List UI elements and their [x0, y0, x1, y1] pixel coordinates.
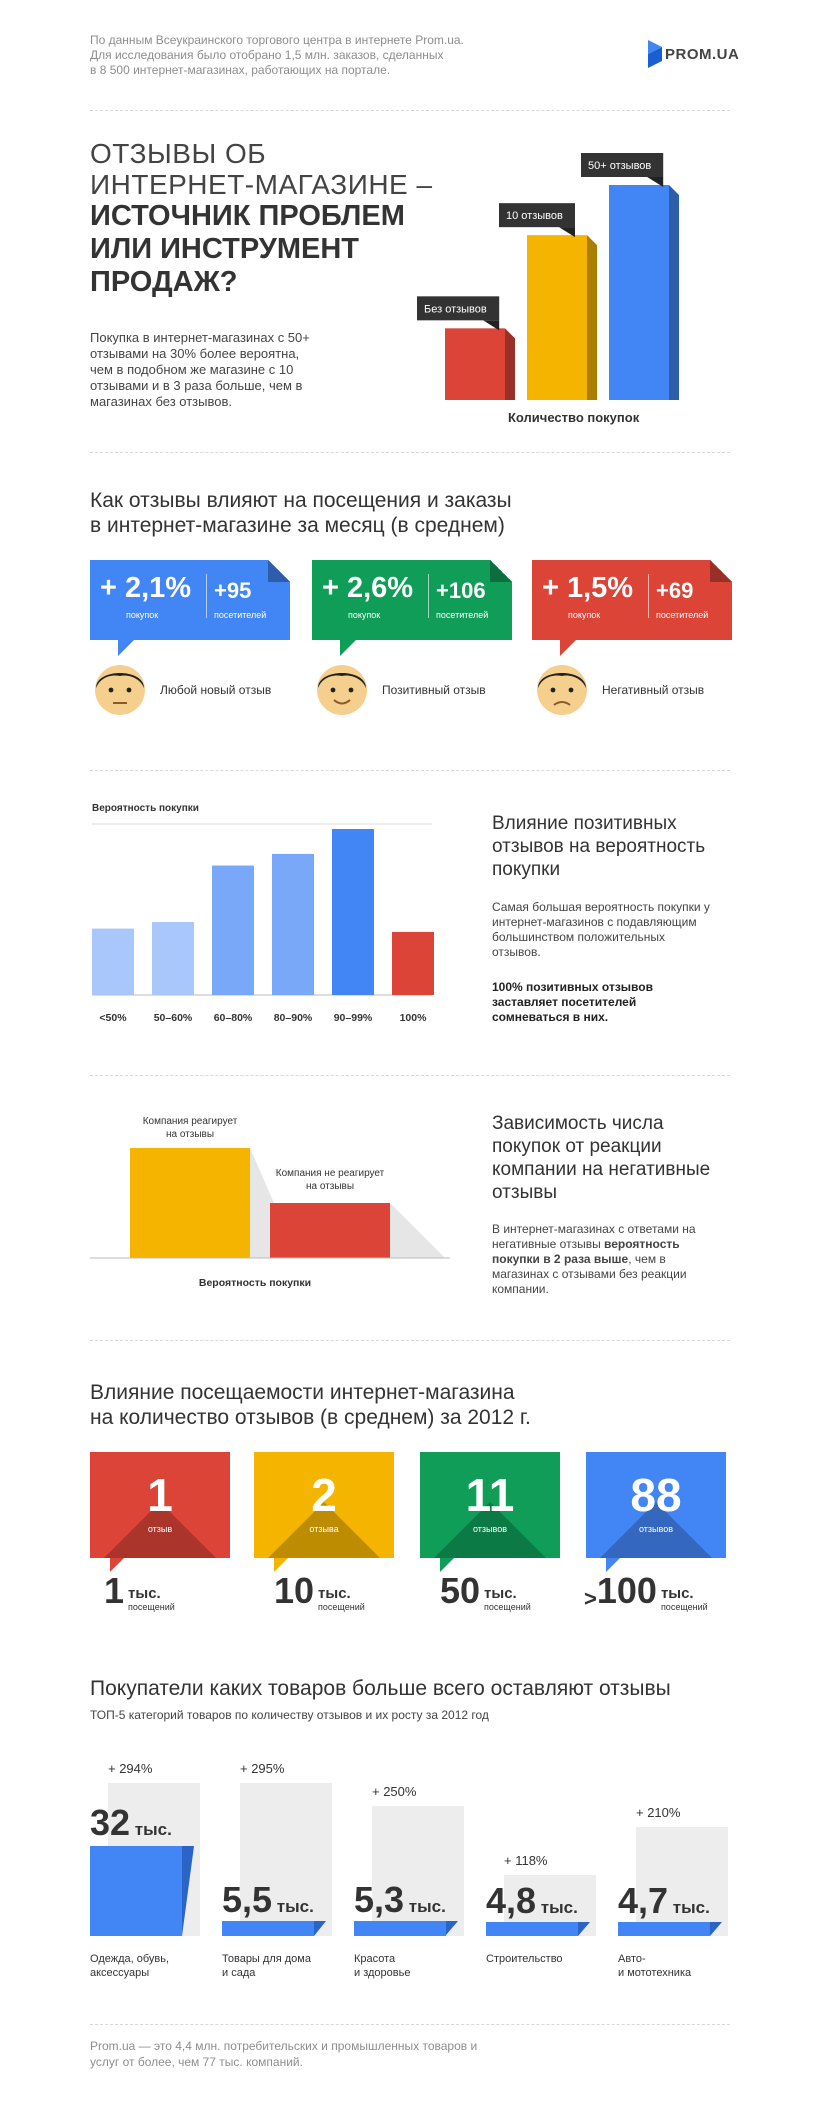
categories-subtitle: ТОП-5 категорий товаров по количеству отзывов и их росту за 2012 год	[90, 1708, 489, 1722]
positive-desc-line: большинством положительных	[492, 930, 665, 944]
hero-title-bold: ИЛИ ИНСТРУМЕНТ	[90, 233, 359, 265]
category-value	[354, 1879, 446, 1921]
probability-tick-label: <50%	[99, 1012, 127, 1024]
hero-desc-line: чем в подобном же магазине с 10	[90, 362, 294, 377]
header-note-line: По данным Всеукраинского торгового центра в интернете Prom.ua.	[90, 33, 464, 47]
visits-count-number: 1	[104, 1570, 125, 1611]
category-label-line: Одежда, обувь,	[90, 1953, 170, 1965]
logo-text: PROM.UA	[665, 46, 740, 63]
category-growth-label: + 210%	[636, 1804, 681, 1820]
visits-card	[254, 1452, 394, 1558]
positive-desc-line: отзывов.	[492, 945, 541, 959]
probability-bar	[92, 929, 134, 995]
hero-bar-side	[669, 185, 679, 400]
hero-desc-line: отзывами и в 3 раза больше, чем в	[90, 378, 303, 393]
negative-title-line: компании на негативные	[492, 1159, 711, 1180]
category-value-number: 5,5	[222, 1878, 273, 1920]
hero-bar-flag	[581, 153, 663, 187]
negative-title-line: Зависимость числа	[492, 1113, 664, 1134]
category-value-bar-side	[446, 1921, 458, 1935]
hero-bar-label: 10 отзывов	[506, 210, 563, 223]
visits-card	[420, 1452, 560, 1558]
hero-bar-label: Без отзывов	[424, 303, 487, 316]
visits-card	[90, 1452, 230, 1558]
card-tail	[118, 640, 134, 656]
impact-title-line: Как отзывы влияют на посещения и заказы	[90, 489, 512, 512]
category-growth-label: + 295%	[240, 1760, 285, 1776]
category-value-bar-side	[578, 1922, 590, 1936]
probability-tick-label: 50–60%	[153, 1012, 193, 1024]
card-fold-shade	[490, 560, 512, 582]
reaction-bar-shadow	[390, 1203, 445, 1258]
face-label: Любой новый отзыв	[160, 683, 272, 697]
impact-card-visits-label: посетителей	[436, 610, 489, 620]
visits-card-unit: отзыв	[147, 1524, 173, 1534]
category-label-line: аксессуары	[90, 1967, 150, 1979]
impact-card-percent-label: покупок	[348, 610, 381, 620]
impact-card-percent: + 1,5%	[542, 572, 634, 604]
category-value	[486, 1880, 578, 1922]
category-value-bar-side	[710, 1922, 722, 1936]
face-label: Позитивный отзыв	[382, 683, 486, 697]
category-label-line: Красота	[354, 1953, 396, 1965]
negative-desc-line: магазинах с отзывами без реакции	[492, 1267, 687, 1281]
category-value-bar	[222, 1921, 314, 1936]
category-value-bar-side	[182, 1846, 194, 1936]
negative-desc-line: компании.	[492, 1282, 549, 1296]
category-value-number: 32	[90, 1802, 131, 1843]
visits-count-label: посещений	[318, 1602, 365, 1612]
reaction-bar	[130, 1148, 250, 1258]
hero-bar-flag	[499, 203, 575, 237]
hero-bar-side	[587, 235, 597, 400]
hero-desc-line: магазинах без отзывов.	[90, 394, 232, 409]
category-label	[90, 1952, 169, 1980]
negative-desc-bold: вероятность	[604, 1237, 680, 1251]
hero-bar-side	[505, 328, 515, 400]
visits-count-unit: тыс. посещений	[484, 1585, 531, 1612]
footer	[90, 2038, 477, 2070]
probability-bar	[212, 866, 254, 995]
category-value-unit: тыс.	[130, 1820, 172, 1839]
visits-count	[440, 1570, 531, 1612]
category-growth-label: + 118%	[504, 1852, 548, 1868]
header-note-line: в 8 500 интернет-магазинах, работающих на портале.	[90, 63, 391, 77]
face-icon	[92, 660, 148, 716]
category-value-unit: тыс.	[536, 1898, 578, 1917]
reaction-bar-label: Компания не реагирует	[275, 1168, 385, 1179]
visits-count-number: 10	[274, 1570, 315, 1611]
impact-card-visits: +106	[436, 578, 486, 603]
visits-count	[274, 1570, 365, 1612]
visits-count-label: посещений	[484, 1602, 531, 1612]
category-label-line: Товары для дома	[222, 1953, 311, 1965]
impact-card-separator	[648, 574, 649, 618]
category-value-bar	[90, 1846, 182, 1936]
negative-title-line: покупок от реакции	[492, 1136, 662, 1157]
visits-card-number: 1	[147, 1469, 173, 1521]
footer-line: услуг от более, чем 77 тыс. компаний.	[90, 2055, 303, 2069]
divider	[90, 1340, 730, 1341]
category-growth-label: + 294%	[108, 1761, 153, 1777]
impact-card	[90, 560, 290, 640]
hero-title-bold: ПРОДАЖ?	[90, 266, 238, 298]
divider	[90, 452, 730, 453]
impact-card-separator	[428, 574, 429, 618]
reaction-bar-label: на отзывы	[165, 1129, 215, 1140]
reaction-chart-xlabel: Вероятность покупки	[198, 1277, 312, 1289]
probability-bar	[272, 854, 314, 995]
hero-desc-line: отзывами на 30% более вероятна,	[90, 346, 300, 361]
visits-count-label: посещений	[660, 1602, 708, 1612]
hero-title-bold: ИСТОЧНИК ПРОБЛЕМ	[90, 200, 405, 232]
positive-bold-line: 100% позитивных отзывов	[492, 980, 653, 994]
probability-tick-label: 80–90%	[273, 1012, 313, 1024]
visits-card-number: 11	[465, 1469, 515, 1521]
negative-desc-bold: покупки в 2 раза выше	[492, 1252, 629, 1266]
impact-card-separator	[206, 574, 207, 618]
hero-title	[90, 138, 433, 299]
footer-line: Prom.ua — это 4,4 млн. потребительских и промышленных товаров и	[90, 2039, 478, 2053]
impact-title	[90, 488, 512, 538]
probability-bar	[392, 932, 434, 995]
reaction-bar	[270, 1203, 390, 1258]
negative-title	[492, 1112, 710, 1204]
card-tail	[340, 640, 356, 656]
divider	[90, 1075, 730, 1076]
impact-card-percent: + 2,6%	[322, 572, 414, 604]
hero-bar-label: 50+ отзывов	[588, 160, 652, 172]
visits-card-unit: отзывов	[473, 1524, 507, 1534]
impact-card-percent-label: покупок	[126, 610, 159, 620]
visits-count-label: посещений	[128, 1602, 175, 1612]
positive-bold-line: сомневаться в них.	[492, 1010, 609, 1024]
visits-count-unit: тыс. посещений	[660, 1585, 708, 1612]
card-fold-shade	[268, 560, 290, 582]
impact-card	[532, 560, 732, 640]
visits-card	[586, 1452, 726, 1558]
negative-desc-text: , чем в	[628, 1252, 666, 1266]
negative-desc-line	[492, 1237, 696, 1252]
visits-count	[104, 1570, 175, 1612]
visits-count-number: 100	[596, 1570, 657, 1611]
probability-chart-title: Вероятность покупки	[92, 803, 199, 814]
visits-card-unit: отзыва	[309, 1524, 339, 1534]
hero-bar-chart	[400, 130, 730, 430]
hero-title-light: ОТЗЫВЫ ОБ	[90, 138, 267, 169]
negative-title-line: отзывы	[492, 1182, 557, 1203]
positive-description	[492, 900, 710, 960]
visits-count-unit: тыс. посещений	[318, 1585, 365, 1612]
category-value-number: 4,7	[618, 1880, 669, 1921]
visits-count-unit: тыс. посещений	[128, 1585, 175, 1612]
positive-title-line: отзывов на вероятность	[492, 836, 706, 857]
face-icon	[534, 660, 590, 716]
hero-desc-line: Покупка в интернет-магазинах с 50+	[90, 330, 310, 345]
category-value-bar	[618, 1922, 710, 1936]
category-value-number: 5,3	[354, 1879, 405, 1921]
negative-desc-line	[492, 1252, 696, 1267]
face-label: Негативный отзыв	[602, 683, 705, 697]
divider	[90, 110, 730, 111]
negative-desc-text: негативные отзывы	[492, 1237, 605, 1251]
visits-count	[584, 1570, 708, 1612]
positive-title	[492, 812, 705, 881]
negative-desc-line: В интернет-магазинах с ответами на	[492, 1222, 696, 1236]
category-label-line: и здоровье	[354, 1967, 411, 1979]
category-value-bar-side	[314, 1921, 326, 1936]
impact-card-percent-label: покупок	[568, 610, 601, 620]
hero-title-light: ИНТЕРНЕТ-МАГАЗИНЕ –	[90, 169, 433, 200]
visits-card-number: 2	[311, 1469, 337, 1521]
category-label-line: и сада	[222, 1967, 256, 1979]
impact-card-visits-label: посетителей	[656, 610, 709, 620]
impact-title-line: в интернет-магазине за месяц (в среднем)	[90, 514, 505, 537]
visits-title-line: Влияние посещаемости интернет-магазина	[90, 1381, 515, 1404]
hero-bar	[609, 185, 669, 400]
hero-chart-caption: Количество покупок	[508, 410, 640, 425]
positive-title-line: Влияние позитивных	[492, 813, 677, 834]
category-label-line: и мототехника	[618, 1967, 692, 1979]
probability-bar	[152, 922, 194, 995]
negative-description	[492, 1222, 696, 1297]
card-fold-shade	[710, 560, 732, 582]
header-note	[90, 33, 464, 78]
card-tail	[560, 640, 576, 656]
category-label	[486, 1952, 563, 1966]
visits-count-prefix: >	[584, 1586, 597, 1611]
hero-bar	[445, 328, 505, 400]
visits-count-number: 50	[440, 1570, 481, 1611]
hero-description	[90, 330, 310, 410]
visits-card-number: 88	[630, 1469, 682, 1521]
impact-card-visits: +95	[214, 578, 252, 603]
reaction-bar-label: на отзывы	[305, 1181, 355, 1192]
probability-bar-chart	[80, 795, 440, 1035]
category-label	[222, 1952, 311, 1980]
divider	[90, 770, 730, 771]
impact-card	[312, 560, 512, 640]
probability-tick-label: 100%	[399, 1012, 427, 1024]
logo[interactable]	[648, 40, 738, 68]
category-value-unit: тыс.	[404, 1897, 446, 1917]
category-value	[618, 1880, 710, 1922]
positive-desc-line: Самая большая вероятность покупки у	[492, 900, 710, 914]
category-value-unit: тыс.	[668, 1898, 710, 1917]
category-value-unit: тыс.	[272, 1896, 314, 1916]
visits-card-unit: отзывов	[639, 1524, 673, 1534]
visits-title	[90, 1380, 531, 1430]
probability-bar	[332, 829, 374, 995]
category-value-number: 4,8	[486, 1880, 537, 1921]
category-value-bar	[354, 1921, 446, 1936]
hero-bar	[527, 235, 587, 400]
divider	[90, 2024, 730, 2025]
positive-bold-line: заставляет посетителей	[492, 995, 637, 1009]
impact-card-percent: + 2,1%	[100, 572, 192, 604]
positive-desc-line: интернет-магазинов с подавляющим	[492, 915, 697, 929]
category-label-line: Авто-	[618, 1953, 646, 1965]
visits-title-line: на количество отзывов (в среднем) за 2012 г.	[90, 1406, 531, 1429]
reaction-bar-chart	[80, 1110, 460, 1310]
category-label-line: Строительство	[486, 1953, 563, 1965]
impact-card-visits: +69	[656, 578, 694, 603]
logo-icon	[648, 40, 662, 68]
category-label	[354, 1952, 410, 1980]
hero-bar-flag	[417, 296, 499, 330]
impact-card-visits-label: посетителей	[214, 610, 267, 620]
face-icon	[314, 660, 370, 716]
category-label	[618, 1952, 691, 1980]
categories-title: Покупатели каких товаров больше всего оставляют отзывы	[90, 1677, 671, 1700]
category-value	[90, 1802, 172, 1844]
probability-tick-label: 60–80%	[213, 1012, 253, 1024]
category-value	[222, 1879, 314, 1921]
probability-tick-label: 90–99%	[333, 1012, 373, 1024]
positive-title-line: покупки	[492, 859, 561, 880]
positive-highlight	[492, 980, 653, 1025]
category-value-bar	[486, 1922, 578, 1936]
reaction-bar-label: Компания реагирует	[142, 1116, 238, 1127]
category-growth-label: + 250%	[372, 1784, 417, 1799]
header-note-line: Для исследования было отобрано 1,5 млн. заказов, сделанных	[90, 48, 444, 62]
